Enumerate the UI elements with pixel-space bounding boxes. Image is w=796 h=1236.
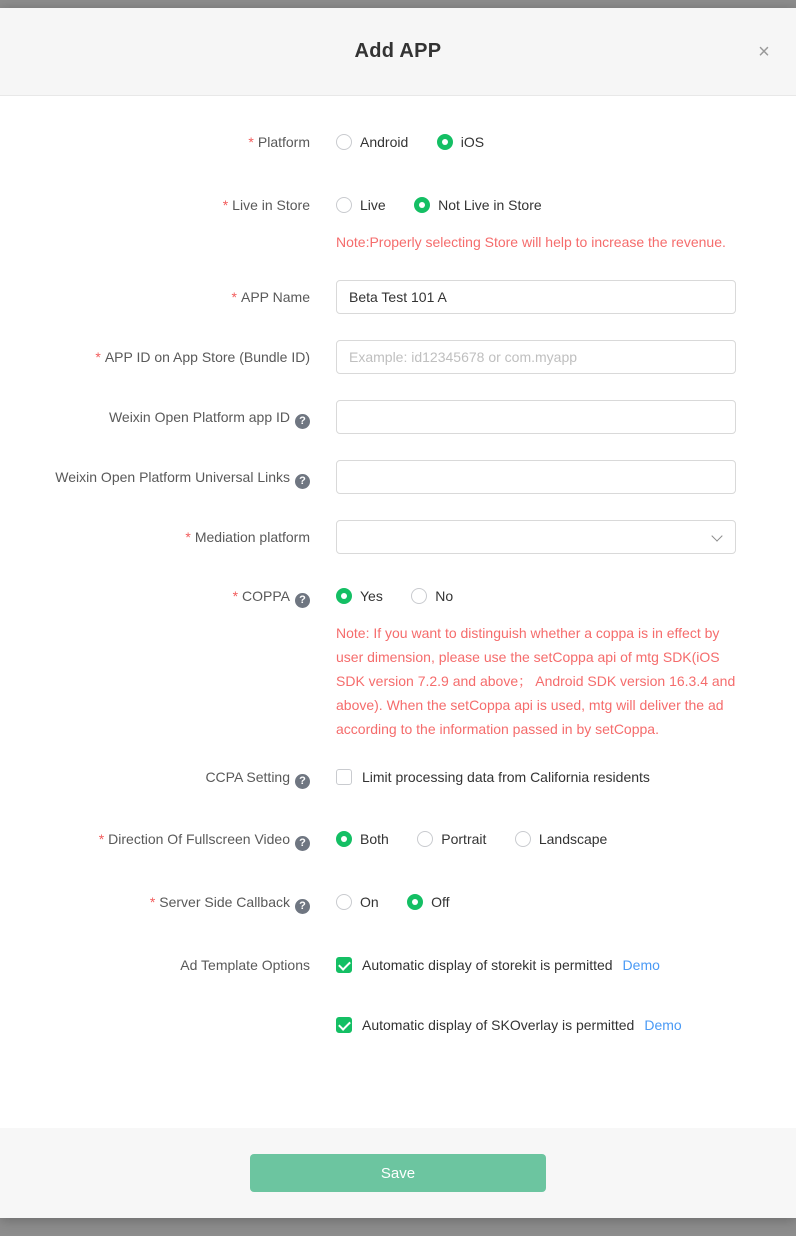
radio-platform-ios[interactable] [437, 132, 484, 152]
radio-platform-android[interactable] [336, 132, 408, 152]
radio-icon [336, 894, 352, 910]
radio-label: Not Live in Store [438, 197, 542, 213]
coppa-options [336, 586, 736, 741]
radio-icon [414, 197, 430, 213]
skoverlay-demo-link[interactable]: Demo [644, 1017, 682, 1033]
weixin-universal-links-input[interactable] [336, 460, 736, 494]
form-row-app-id [0, 340, 796, 374]
live-in-store-label [0, 195, 310, 215]
app-id-label [0, 340, 310, 374]
coppa-label [0, 586, 310, 608]
skoverlay-checkbox-label: Automatic display of SKOverlay is permitted [362, 1017, 635, 1033]
required-mark: * [95, 349, 101, 365]
form-row-mediation-platform [0, 520, 796, 554]
help-icon[interactable]: ? [295, 593, 310, 608]
form-row-weixin-app-id [0, 400, 796, 434]
platform-label-text: Platform [257, 134, 310, 150]
ccpa-control [336, 767, 736, 787]
radio-direction-portrait[interactable] [417, 829, 486, 849]
storekit-demo-link[interactable]: Demo [622, 957, 660, 973]
weixin-app-id-control [336, 400, 736, 434]
app-name-control [336, 280, 736, 314]
form-row-live-in-store [0, 195, 796, 254]
radio-label: Both [360, 831, 389, 847]
ccpa-checkbox-line [336, 767, 736, 787]
radio-icon [336, 197, 352, 213]
radio-label: Live [360, 197, 386, 213]
required-mark: * [231, 289, 237, 305]
radio-direction-landscape[interactable] [515, 829, 608, 849]
modal-header [0, 8, 796, 96]
live-in-store-note: Note:Properly selecting Store will help to increase the revenue. [336, 234, 726, 250]
server-callback-label [0, 892, 310, 914]
form-row-platform [0, 132, 796, 155]
radio-coppa-yes[interactable] [336, 586, 383, 606]
modal-footer [0, 1128, 796, 1218]
radio-icon [411, 588, 427, 604]
storekit-checkbox[interactable] [336, 957, 352, 973]
radio-label: Landscape [538, 831, 608, 847]
weixin-app-id-input[interactable] [336, 400, 736, 434]
app-name-label-text: APP Name [241, 289, 310, 305]
radio-label: No [435, 588, 454, 604]
server-callback-label-text: Server Side Callback [159, 894, 290, 910]
app-id-control [336, 340, 736, 374]
save-button[interactable]: Save [250, 1154, 546, 1192]
help-icon[interactable]: ? [295, 899, 310, 914]
help-icon[interactable]: ? [295, 774, 310, 789]
radio-not-live[interactable] [414, 195, 542, 215]
weixin-universal-links-control [336, 460, 736, 494]
help-icon[interactable]: ? [295, 474, 310, 489]
radio-icon [437, 134, 453, 150]
form-row-ad-template [0, 955, 796, 1035]
direction-label [0, 829, 310, 851]
direction-options [336, 829, 736, 852]
weixin-app-id-label [0, 400, 310, 434]
platform-label [0, 132, 310, 152]
radio-icon [515, 831, 531, 847]
ccpa-label-text: CCPA Setting [205, 769, 290, 785]
modal-title: Add APP [354, 40, 442, 62]
radio-icon [336, 588, 352, 604]
radio-label: Off [431, 894, 450, 910]
live-in-store-label-text: Live in Store [232, 197, 310, 213]
radio-label: iOS [460, 134, 485, 150]
ad-template-item-storekit [336, 955, 736, 975]
radio-icon [336, 134, 352, 150]
weixin-universal-links-label [0, 460, 310, 494]
radio-icon [407, 894, 423, 910]
platform-options [336, 132, 736, 155]
add-app-modal [0, 8, 796, 1218]
storekit-checkbox-label: Automatic display of storekit is permitted [362, 957, 613, 973]
mediation-platform-label-text: Mediation platform [194, 529, 310, 545]
radio-icon [336, 831, 352, 847]
radio-icon [417, 831, 433, 847]
weixin-app-id-label-text: Weixin Open Platform app ID [108, 409, 290, 425]
required-mark: * [185, 529, 191, 545]
radio-callback-off[interactable] [407, 892, 449, 912]
form-row-direction [0, 829, 796, 852]
ccpa-label [0, 767, 310, 789]
ccpa-checkbox-label: Limit processing data from California residents [362, 769, 650, 785]
radio-label: Yes [360, 588, 383, 604]
form-row-server-callback [0, 892, 796, 915]
required-mark: * [149, 894, 156, 910]
live-in-store-options [336, 195, 736, 254]
ccpa-checkbox[interactable] [336, 769, 352, 785]
direction-label-text: Direction Of Fullscreen Video [108, 831, 290, 847]
modal-body [0, 96, 796, 1128]
app-name-label [0, 280, 310, 314]
form-row-ccpa [0, 767, 796, 789]
ad-template-items [336, 955, 736, 1035]
help-icon[interactable]: ? [295, 414, 310, 429]
ad-template-label-text: Ad Template Options [180, 957, 310, 973]
required-mark: * [222, 197, 229, 213]
required-mark: * [248, 134, 254, 150]
app-name-input[interactable] [336, 280, 736, 314]
app-id-label-text: APP ID on App Store (Bundle ID) [104, 349, 310, 365]
radio-direction-both[interactable] [336, 829, 389, 849]
weixin-universal-links-label-text: Weixin Open Platform Universal Links [55, 469, 290, 485]
coppa-note: Note: If you want to distinguish whether a coppa is in effect by user dimension, please use the setCoppa api of mtg SDK(iOS SDK version 7.2.9 and above； Android SDK version 16.3.4 and above). When the setCoppa api is used, mtg will deliver the ad according to the information passed in by setCoppa. [336, 625, 736, 737]
mediation-platform-select[interactable] [336, 520, 736, 554]
skoverlay-checkbox[interactable] [336, 1017, 352, 1033]
coppa-label-text: COPPA [242, 588, 290, 604]
chevron-down-icon [711, 530, 722, 541]
help-icon[interactable]: ? [295, 836, 310, 851]
radio-callback-on[interactable] [336, 892, 379, 912]
radio-label: Portrait [441, 831, 487, 847]
form-row-weixin-universal-links [0, 460, 796, 494]
form-row-coppa [0, 586, 796, 741]
close-icon[interactable]: × [758, 40, 770, 63]
radio-live[interactable] [336, 195, 386, 215]
server-callback-options [336, 892, 736, 915]
form-row-app-name [0, 280, 796, 314]
radio-coppa-no[interactable] [411, 586, 453, 606]
app-id-input[interactable] [336, 340, 736, 374]
required-mark: * [98, 831, 105, 847]
required-mark: * [232, 588, 239, 604]
mediation-platform-label [0, 520, 310, 554]
ad-template-label [0, 955, 310, 975]
ad-template-item-skoverlay [336, 1015, 736, 1035]
radio-label: On [360, 894, 379, 910]
radio-label: Android [360, 134, 409, 150]
mediation-platform-control [336, 520, 736, 554]
